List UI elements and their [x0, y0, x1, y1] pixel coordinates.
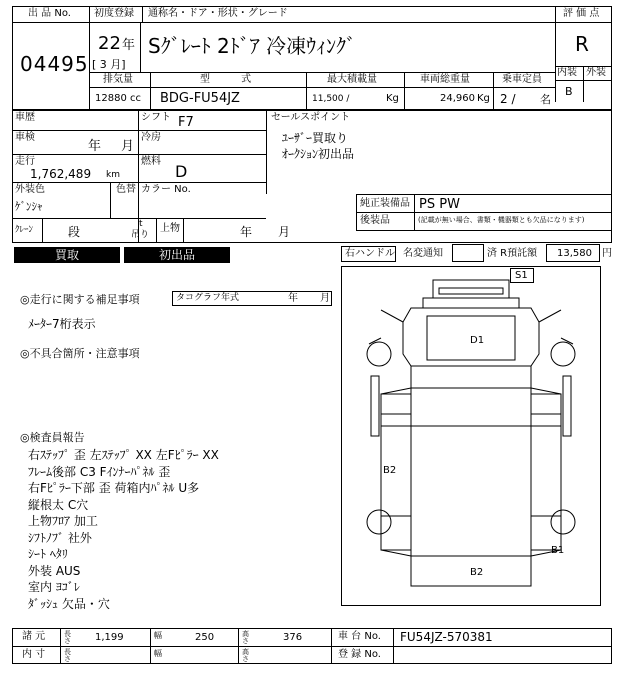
- color-no-label: カラー No.: [141, 184, 191, 195]
- rhd-label: 右ハンドル: [345, 248, 395, 259]
- score: R: [575, 32, 589, 56]
- damage-mark-s1: S1: [515, 270, 528, 281]
- crane-stage: 段: [68, 225, 81, 239]
- name-label: 通称名・ドア・形状・グレード: [148, 8, 288, 19]
- genuine-equipment-label: 純正装備品: [360, 198, 410, 209]
- width-value: 250: [195, 632, 215, 643]
- first-reg-label: 初度登録: [94, 8, 134, 19]
- crane-hang: 吊り: [131, 230, 150, 240]
- genuine-equipment-value: PS PW: [419, 197, 460, 212]
- selling-point-2: ｵｰｸｼｮﾝ初出品: [282, 147, 355, 161]
- lot-no-label: 出 品 No.: [28, 8, 71, 19]
- gross-weight-label: 車両総重量: [420, 74, 470, 85]
- reg-month: [ 3 月]: [92, 58, 126, 71]
- selling-point-1: ﾕｰｻﾞｰ買取り: [282, 131, 349, 145]
- width-label: 幅: [154, 631, 162, 640]
- mileage-notes-heading: ◎走行に関する補足事項: [20, 293, 140, 306]
- chassis-no: FU54JZ-570381: [400, 630, 493, 644]
- height-label: 高さ: [242, 630, 249, 645]
- inner-width-label: 幅: [154, 649, 162, 658]
- displacement-unit: cc: [130, 93, 141, 104]
- max-load-label: 最大積載量: [327, 74, 377, 85]
- color-value: ｹﾞﾝｼｬ: [15, 200, 43, 213]
- interior-score: B: [565, 85, 573, 98]
- report-line: 外装 AUS: [28, 563, 81, 578]
- mileage-unit: km: [106, 170, 120, 180]
- exterior-score-label: 外装: [586, 67, 606, 78]
- model-label: 型 式: [200, 74, 266, 85]
- tachograph-year: 年: [288, 293, 298, 304]
- inspection-year: 年: [88, 139, 102, 154]
- selling-points-label: セールスポイント: [271, 112, 351, 123]
- capacity: 2 /: [500, 92, 516, 106]
- damage-mark-d1: D1: [470, 335, 485, 346]
- mileage: 1,762,489: [30, 167, 92, 181]
- report-line: 上物ﾌﾛｱ 加工: [28, 514, 98, 528]
- interior-score-label: 内装: [557, 67, 577, 78]
- first-listing-badge: 初出品: [124, 247, 230, 263]
- tachograph-label: タコグラフ年式: [176, 293, 240, 303]
- inspection-label: 車検: [15, 132, 35, 143]
- color-label: 外装色: [15, 184, 45, 195]
- inner-dims-label: 内 寸: [22, 649, 46, 660]
- model: BDG-FU54JZ: [160, 91, 240, 106]
- report-line: ﾌﾚｰﾑ後部 C3 Fｲﾝﾅｰﾊﾟﾈﾙ 歪: [28, 464, 171, 479]
- color-change-label: 色替: [116, 184, 136, 195]
- grade-title: Sｸﾞﾚｰﾄ 2ﾄﾞｱ 冷凍ｳｨﾝｸﾞ: [148, 34, 357, 58]
- upper-label: 上物: [160, 223, 180, 234]
- registration-label: 登 録 No.: [338, 649, 381, 660]
- damage-mark-b2-rear: B2: [470, 567, 484, 578]
- reg-year: 22: [98, 33, 121, 54]
- history-label: 車歴: [15, 112, 35, 123]
- recycle-label: 済 R預託額: [487, 248, 538, 259]
- name-change-label: 名変通知: [403, 248, 443, 259]
- damage-mark-b1: B1: [551, 545, 565, 556]
- chassis-label: 車 台 No.: [338, 631, 381, 642]
- score-label: 評 価 点: [563, 8, 600, 19]
- aftermarket-note: (記載が無い場合、書類・機器類とも欠品になります): [418, 216, 585, 224]
- report-line: ｼｰﾄ ﾍﾀﾘ: [28, 547, 68, 561]
- report-line: ｼﾌﾄﾉﾌﾞ 社外: [28, 530, 92, 545]
- length-value: 1,199: [95, 632, 124, 643]
- fuel-value: D: [175, 162, 188, 181]
- mileage-note: ﾒｰﾀｰ7桁表示: [28, 317, 96, 331]
- recycle-amount: 13,580: [557, 248, 592, 259]
- length-label: 長さ: [64, 630, 71, 645]
- shift-label: シフト: [141, 112, 171, 123]
- buyout-badge: 買取: [14, 247, 120, 263]
- displacement-label: 排気量: [103, 74, 133, 85]
- inspection-month: 月: [121, 139, 135, 154]
- name-change-box: [452, 244, 484, 262]
- report-line: 室内 ﾖｺﾞﾚ: [28, 580, 80, 594]
- reg-year-unit: 年: [122, 38, 136, 53]
- inspector-report-list: [28, 447, 328, 612]
- defect-notes-heading: ◎不具合箇所・注意事項: [20, 347, 140, 360]
- capacity-label: 乗車定員: [502, 74, 542, 85]
- inspector-report-heading: ◎検査員報告: [20, 431, 85, 444]
- shift-value: F7: [178, 115, 194, 130]
- recycle-unit: 円: [602, 248, 612, 259]
- upper-month: 月: [278, 225, 291, 239]
- mileage-label: 走行: [15, 156, 35, 167]
- report-line: ﾀﾞｯｼｭ 欠品・穴: [28, 596, 110, 611]
- inner-length-label: 長さ: [64, 648, 71, 663]
- inner-height-label: 高さ: [242, 648, 249, 663]
- max-load: 11,500 /: [312, 94, 350, 104]
- lot-no: 04495: [20, 52, 89, 76]
- gross-weight-unit: Kg: [477, 93, 490, 104]
- report-line: 縦根太 C穴: [28, 497, 89, 512]
- displacement: 12880: [95, 93, 127, 104]
- dims-label: 諸 元: [22, 631, 46, 642]
- fuel-label: 燃料: [141, 156, 161, 167]
- max-load-unit: Kg: [386, 93, 399, 104]
- crane-label: ｸﾚｰﾝ: [15, 225, 34, 235]
- height-value: 376: [283, 632, 303, 643]
- crane-ton: t: [139, 219, 143, 229]
- upper-year: 年: [240, 225, 253, 239]
- damage-mark-b2-side: B2: [383, 465, 397, 476]
- report-line: 右ｽﾃｯﾌﾟ 歪 左ｽﾃｯﾌﾟ XX 左Fﾋﾟﾗｰ XX: [28, 448, 219, 462]
- gross-weight: 24,960: [440, 93, 475, 104]
- tachograph-month: 月: [320, 293, 330, 304]
- aircon-label: 冷房: [141, 132, 161, 143]
- report-line: 右Fﾋﾟﾗｰ下部 歪 荷箱内ﾊﾟﾈﾙ U多: [28, 481, 200, 495]
- capacity-unit: 名: [540, 93, 551, 106]
- aftermarket-label: 後装品: [360, 215, 390, 226]
